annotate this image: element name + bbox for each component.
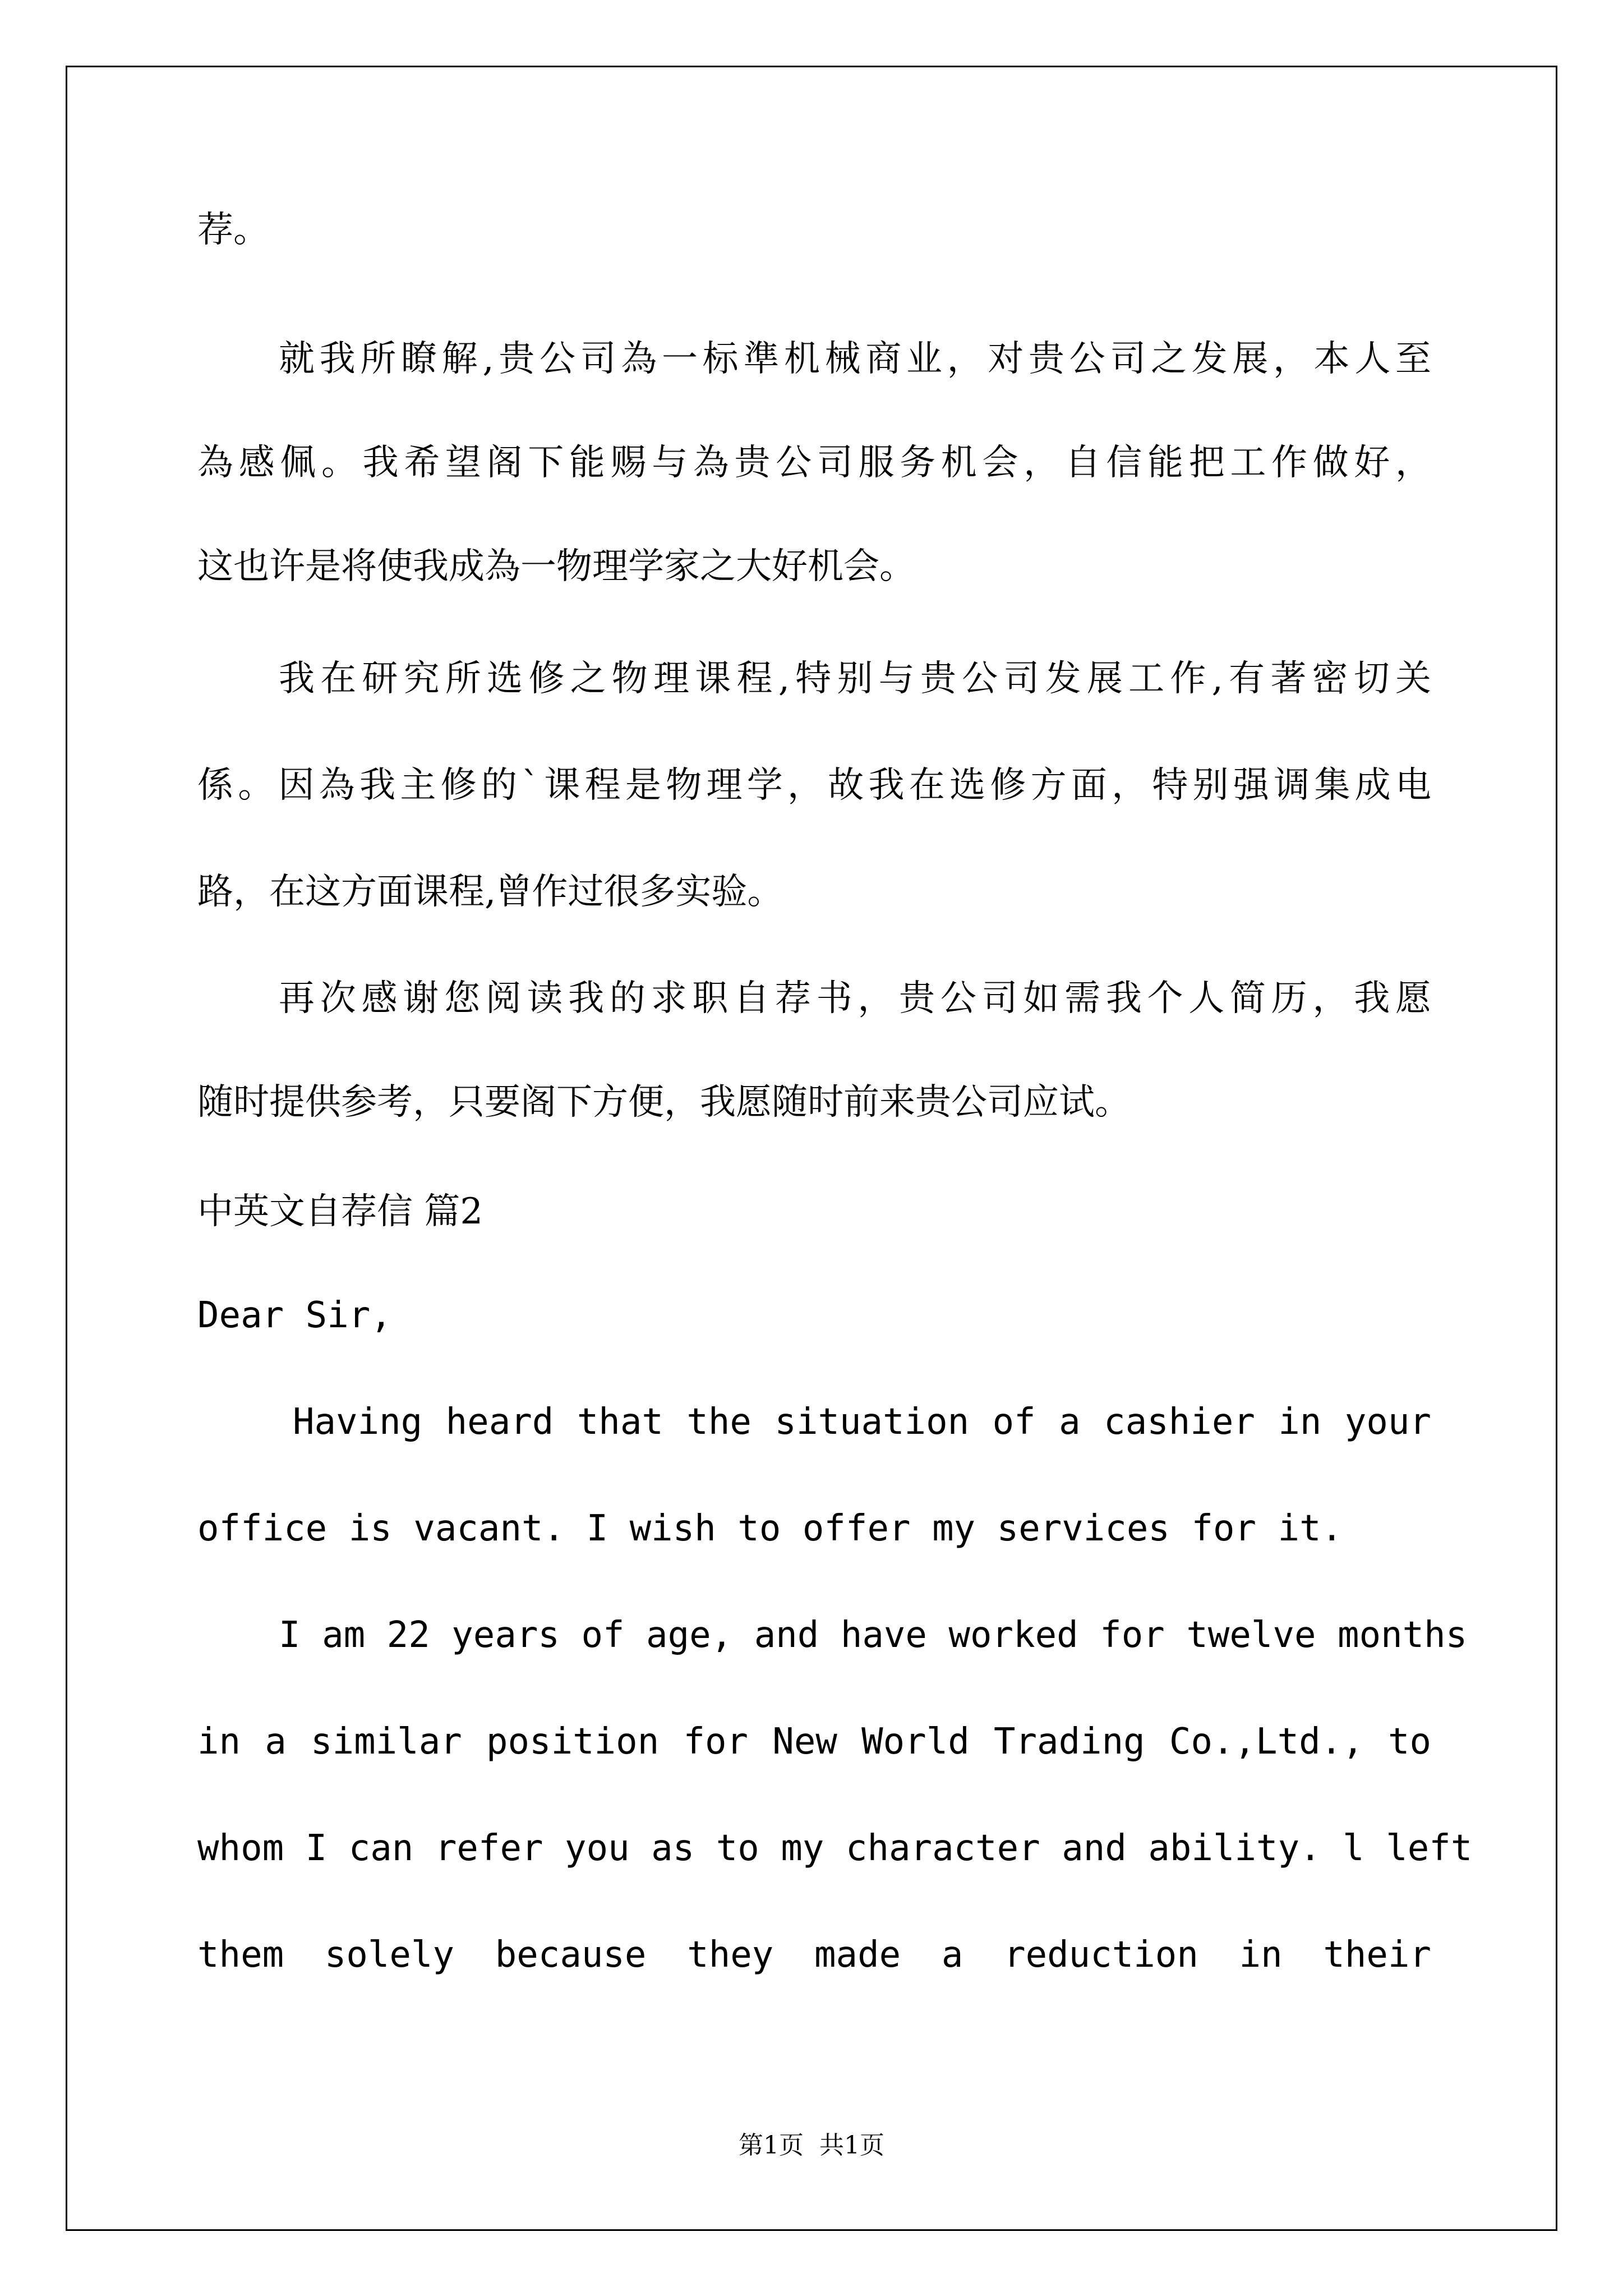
text-line: 係。因為我主修的`课程是物理学，故我在选修方面，特别强调集成电 [197,765,1431,806]
text-line: Having heard that the situation of a cashier in your [293,1401,1431,1443]
text-line: 这也许是将使我成為一物理学家之大好机会。 [197,546,915,587]
salutation: Dear Sir, [197,1295,392,1336]
text-line: 就我所瞭解,贵公司為一标準机械商业，对贵公司之发展，本人至 [279,338,1431,380]
text-line: office is vacant. I wish to offer my services for it. [197,1508,1343,1549]
text-line: 荐。 [197,209,269,251]
text-line: I am 22 years of age, and have worked for twelve months [279,1614,1468,1656]
text-line: 路，在这方面课程,曾作过很多实验。 [197,871,783,913]
page-number: 第1页 共1页 [739,2131,884,2160]
text-line: 随时提供参考，只要阁下方便，我愿随时前来贵公司应试。 [197,1082,1131,1123]
section-heading: 中英文自荐信 篇2 [197,1191,483,1232]
text-line: 再次感谢您阅读我的求职自荐书，贵公司如需我个人简历，我愿 [279,978,1431,1019]
text-line: whom I can refer you as to my character and ability. l left [197,1828,1473,1869]
text-line: them solely because they made a reduction in their [197,1934,1431,1976]
text-line: in a similar position for New World Trading Co.,Ltd., to [197,1721,1431,1763]
text-line: 為感佩。我希望阁下能赐与為贵公司服务机会，自信能把工作做好， [197,442,1431,484]
page-border [66,66,1557,2231]
text-line: 我在研究所选修之物理课程,特别与贵公司发展工作,有著密切关 [279,658,1431,700]
